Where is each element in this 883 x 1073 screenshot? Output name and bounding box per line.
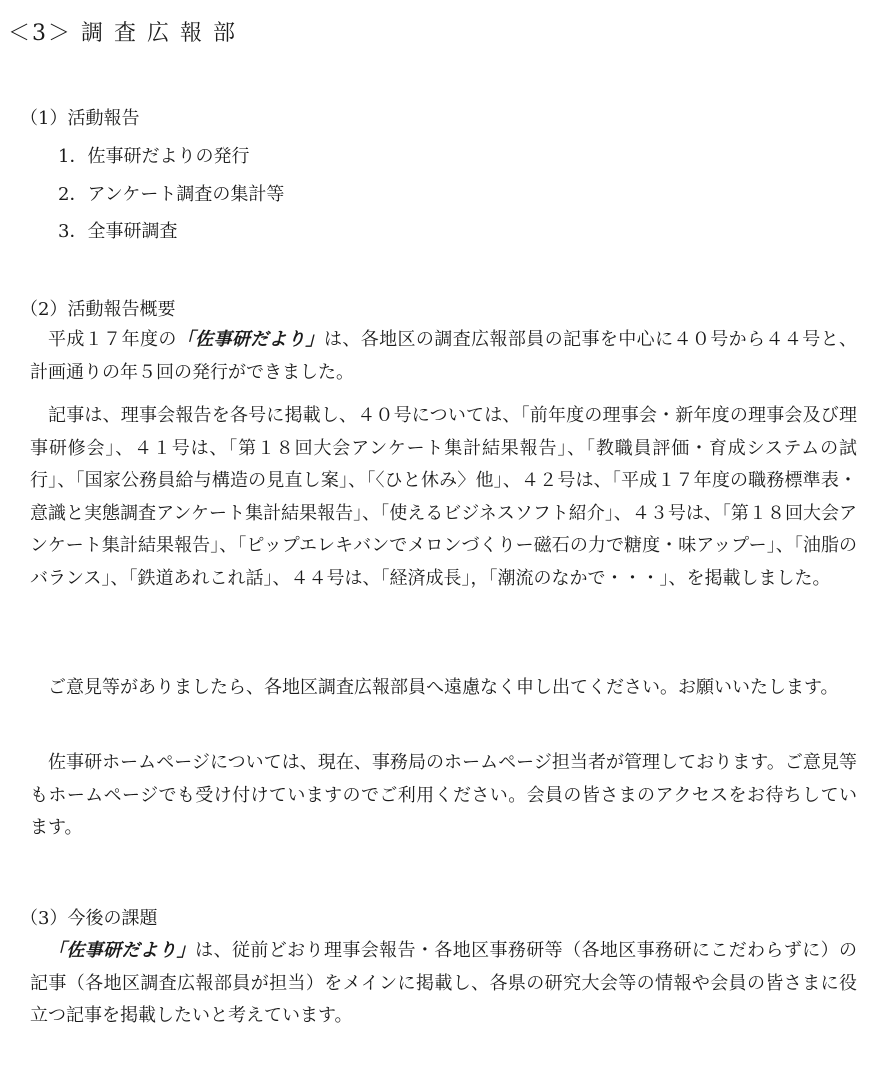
summary-paragraph-articles: 記事は、理事会報告を各号に掲載し、４０号については、「前年度の理事会・新年度の理事会及び理事研修会」、４１号は、「第１８回大会アンケート集計結果報告」、「教職員評価・育成システムの試行」、「国家公務員給与構造の見直し案」、「〈ひと休み〉他」、４２号は、「平成１７年度の職務標準表・意識と実態調査アンケート集計結果報告」、「使えるビジネスソフト紹介」、４３号は、「第１８回大会アンケート集計結果報告」、「ピップエレキバンでメロンづくりー磁石の力で糖度・味アップー」、「油脂のバランス」、「鉄道あれこれ話」、４４号は、「経済成長」，「潮流のなかで・・・」、を掲載しました。 xyxy=(30,405,857,589)
summary-paragraph-homepage: 佐事研ホームページについては、現在、事務局のホームページ担当者が管理しております。ご意見等もホームページでも受け付けていますのでご利用ください。会員の皆さまのアクセスをお待ちしています。 xyxy=(30,752,857,838)
paragraph-lead-text: 平成１７年度の xyxy=(48,329,177,350)
paragraph-text: は、各地区の調査広報部員の記事を中心に４０号から４４号と、計画通りの年５回の発行ができました。 xyxy=(30,329,858,383)
paragraph-text: は、従前どおり理事会報告・各地区事務研等（各地区事務研にこだわらずに）の記事（各地区調査広報部員が担当）をメインに掲載し、各県の研究大会等の情報や会員の皆さまに役立つ記事を掲載したいと考えています。 xyxy=(30,940,858,1026)
section-heading-future-issues: （3）今後の課題 xyxy=(20,908,158,929)
newsletter-title-emphasis: 「佐事研だより」 xyxy=(48,940,196,961)
summary-paragraph-newsletter xyxy=(30,324,857,389)
list-item: 2．アンケート調査の集計等 xyxy=(58,184,285,205)
summary-paragraph-feedback: ご意見等がありましたら、各地区調査広報部員へ遠慮なく申し出てください。お願いいたします。 xyxy=(48,677,839,698)
page-title: ＜3＞ 調 査 広 報 部 xyxy=(8,21,237,46)
section-heading-activity-summary: （2）活動報告概要 xyxy=(20,299,176,320)
list-item: 3．全事研調査 xyxy=(58,221,178,242)
section-heading-activity-report: （1）活動報告 xyxy=(20,108,140,129)
future-issues-paragraph xyxy=(30,935,857,1033)
newsletter-title-emphasis: 「佐事研だより」 xyxy=(176,329,324,350)
list-item: 1．佐事研だよりの発行 xyxy=(58,146,250,167)
